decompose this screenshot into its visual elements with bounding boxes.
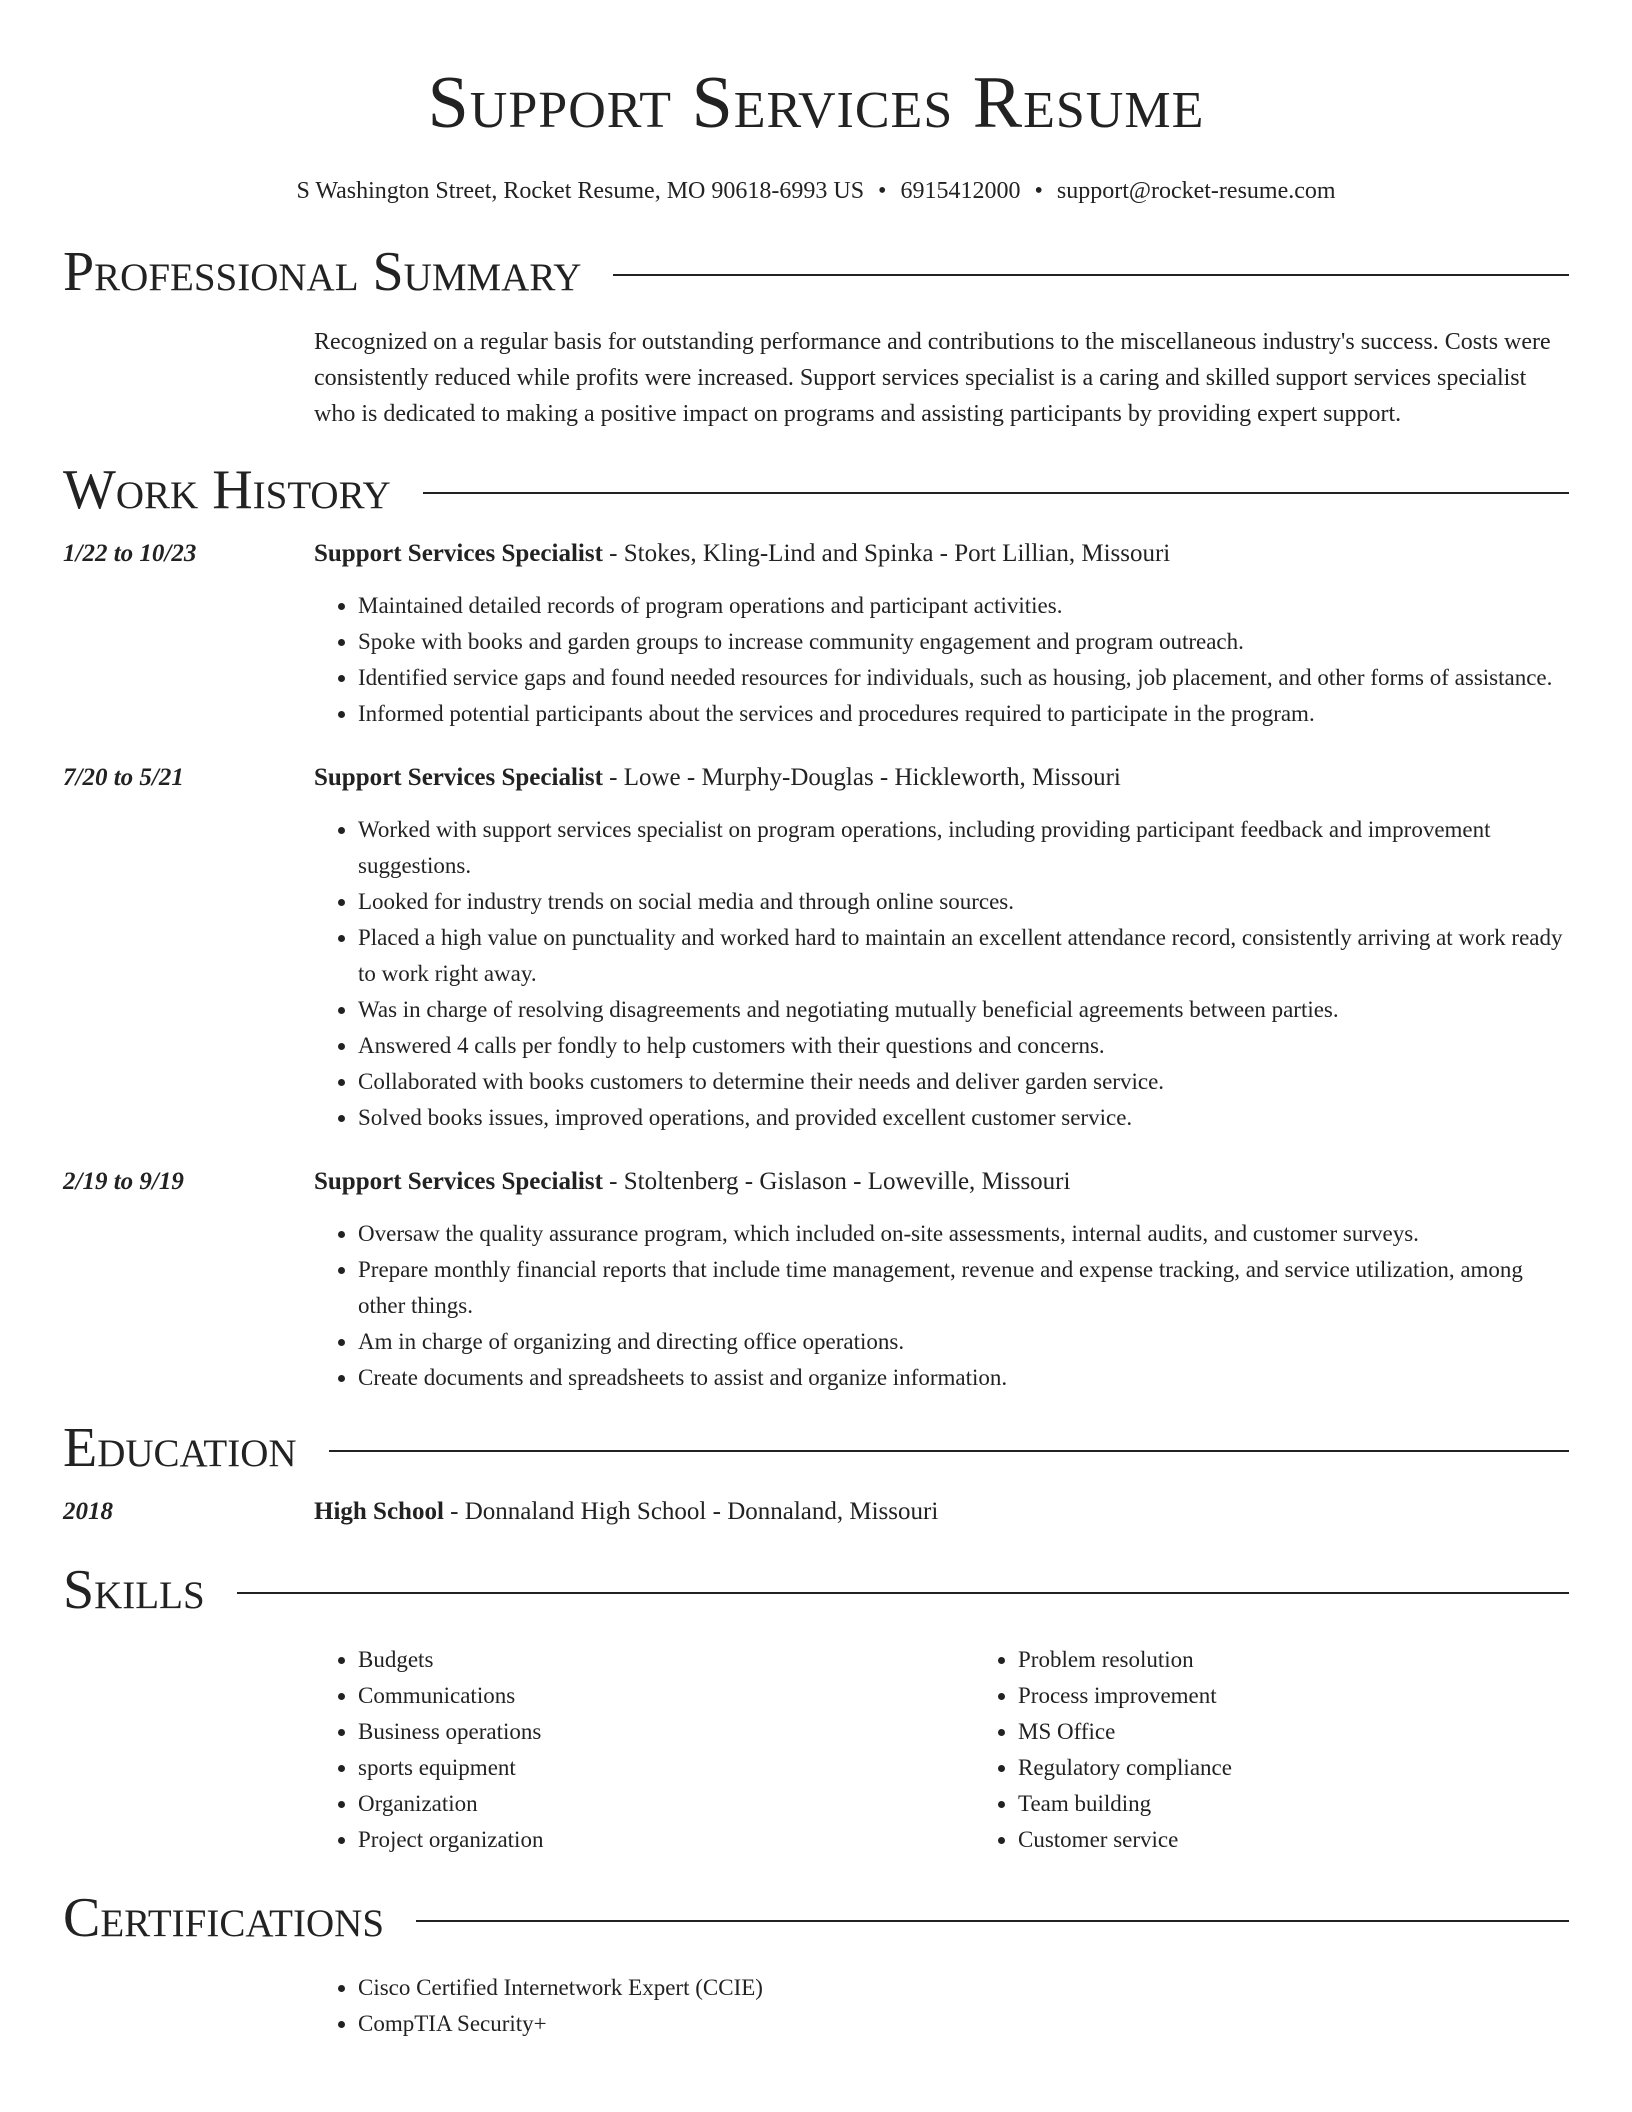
contact-phone: 6915412000 <box>900 178 1021 204</box>
job-header <box>314 760 1569 796</box>
job-bullet: • Collaborated with books customers to determine their needs and deliver garden service. <box>358 1064 1569 1100</box>
skill-item: • sports equipment <box>358 1750 974 1786</box>
skills-heading: Skills <box>63 1559 205 1621</box>
certifications-heading: Certifications <box>63 1887 385 1949</box>
job-bullet: • Maintained detailed records of program operations and participant activities. <box>358 588 1569 624</box>
job-bullet: • Solved books issues, improved operations, and provided excellent customer service. <box>358 1100 1569 1136</box>
job-title: Support Services Specialist <box>314 764 603 791</box>
certifications-section-header <box>63 1888 1569 1948</box>
job-bullet: • Am in charge of organizing and directing office operations. <box>358 1324 1569 1360</box>
skills-grid <box>314 1642 1632 1858</box>
skill-item: • MS Office <box>1018 1714 1632 1750</box>
job-bullet: • Worked with support services specialist on program operations, including providing participant feedback and improvement suggestions. <box>358 812 1569 884</box>
job-bullet: • Placed a high value on punctuality and worked hard to maintain an excellent attendance record, consistently arriving at work ready to work right away. <box>358 920 1569 992</box>
job-bullet: • Informed potential participants about the services and procedures required to participate in the program. <box>358 696 1569 732</box>
job-dates: 1/22 to 10/23 <box>63 540 197 567</box>
skills-row <box>63 1620 1569 1858</box>
skill-item: • Problem resolution <box>1018 1642 1632 1678</box>
section-divider <box>237 1592 1569 1594</box>
job-entry <box>63 1164 1569 1396</box>
skills-list-right <box>974 1642 1632 1858</box>
summary-section-header <box>63 242 1569 302</box>
section-divider <box>329 1450 1569 1452</box>
education-details: - Donnaland High School - Donnaland, Missouri <box>443 1498 939 1525</box>
job-bullet: • Identified service gaps and found needed resources for individuals, such as housing, job placement, and other forms of assistance. <box>358 660 1569 696</box>
work-section-header <box>63 460 1569 520</box>
skill-item: • Process improvement <box>1018 1678 1632 1714</box>
skill-item: • Regulatory compliance <box>1018 1750 1632 1786</box>
section-divider <box>613 274 1569 276</box>
education-section-header <box>63 1418 1569 1478</box>
job-dates: 2/19 to 9/19 <box>63 1168 184 1195</box>
skills-left-spacer <box>63 1620 314 1858</box>
job-bullet: • Answered 4 calls per fondly to help customers with their questions and concerns. <box>358 1028 1569 1064</box>
certifications-left-spacer <box>63 1970 314 2042</box>
certifications-row <box>63 1970 1569 2042</box>
job-bullet: • Spoke with books and garden groups to increase community engagement and program outreach. <box>358 624 1569 660</box>
work-history-list <box>63 536 1569 1396</box>
education-entry <box>63 1494 1569 1530</box>
contact-line <box>63 176 1569 206</box>
job-bullets <box>314 588 1569 732</box>
contact-address: S Washington Street, Rocket Resume, MO 90618-6993 US <box>296 178 865 204</box>
education-year: 2018 <box>63 1498 113 1525</box>
job-bullets <box>314 812 1569 1136</box>
certification-item: • CompTIA Security+ <box>358 2006 1569 2042</box>
summary-text: Recognized on a regular basis for outstanding performance and contributions to the miscellaneous industry's success. Costs were consistently reduced while profits were increased. Support services specialist is a caring and skilled support services specialist who is dedicated to making a positive impact on programs and assisting participants by providing expert support. <box>314 329 1551 427</box>
section-divider <box>423 492 1569 494</box>
summary-row <box>63 324 1569 432</box>
job-bullet: • Was in charge of resolving disagreements and negotiating mutually beneficial agreements between parties. <box>358 992 1569 1028</box>
summary-heading: Professional Summary <box>63 241 582 303</box>
job-body <box>314 1164 1569 1396</box>
section-divider <box>416 1920 1569 1922</box>
skill-item: • Budgets <box>358 1642 974 1678</box>
contact-email: support@rocket-resume.com <box>1056 178 1336 204</box>
education-details-line <box>314 1494 1569 1530</box>
job-bullet: • Oversaw the quality assurance program, which included on-site assessments, internal audits, and customer surveys. <box>358 1216 1569 1252</box>
job-body <box>314 760 1569 1136</box>
job-header <box>314 1164 1569 1200</box>
work-heading: Work History <box>63 459 391 521</box>
job-bullet: • Create documents and spreadsheets to assist and organize information. <box>358 1360 1569 1396</box>
skills-section-header <box>63 1560 1569 1620</box>
job-employer-location: - Stokes, Kling-Lind and Spinka - Port Lillian, Missouri <box>602 540 1171 567</box>
contact-separator: • <box>1034 178 1043 204</box>
resume-title: Support Services Resume <box>427 62 1205 144</box>
education-heading: Education <box>63 1417 297 1479</box>
job-bullet: • Looked for industry trends on social media and through online sources. <box>358 884 1569 920</box>
skill-item: • Communications <box>358 1678 974 1714</box>
job-employer-location: - Stoltenberg - Gislason - Loweville, Missouri <box>602 1168 1071 1195</box>
summary-left-spacer <box>63 324 314 432</box>
job-employer-location: - Lowe - Murphy-Douglas - Hickleworth, Missouri <box>602 764 1121 791</box>
certification-item: • Cisco Certified Internetwork Expert (CCIE) <box>358 1970 1569 2006</box>
job-header <box>314 536 1569 572</box>
job-entry <box>63 760 1569 1136</box>
skill-item: • Team building <box>1018 1786 1632 1822</box>
job-bullet: • Prepare monthly financial reports that include time management, revenue and expense tracking, and service utilization, among other things. <box>358 1252 1569 1324</box>
certifications-container <box>314 1970 1569 2042</box>
skill-item: • Business operations <box>358 1714 974 1750</box>
skill-item: • Project organization <box>358 1822 974 1858</box>
job-dates: 7/20 to 5/21 <box>63 764 184 791</box>
skill-item: • Customer service <box>1018 1822 1632 1858</box>
contact-separator: • <box>878 178 887 204</box>
job-title: Support Services Specialist <box>314 540 603 567</box>
education-degree: High School <box>314 1498 444 1525</box>
skill-item: • Organization <box>358 1786 974 1822</box>
certifications-list <box>314 1970 1569 2042</box>
job-bullets <box>314 1216 1569 1396</box>
job-body <box>314 536 1569 732</box>
skills-list-left <box>314 1642 974 1858</box>
job-entry <box>63 536 1569 732</box>
job-title: Support Services Specialist <box>314 1168 603 1195</box>
